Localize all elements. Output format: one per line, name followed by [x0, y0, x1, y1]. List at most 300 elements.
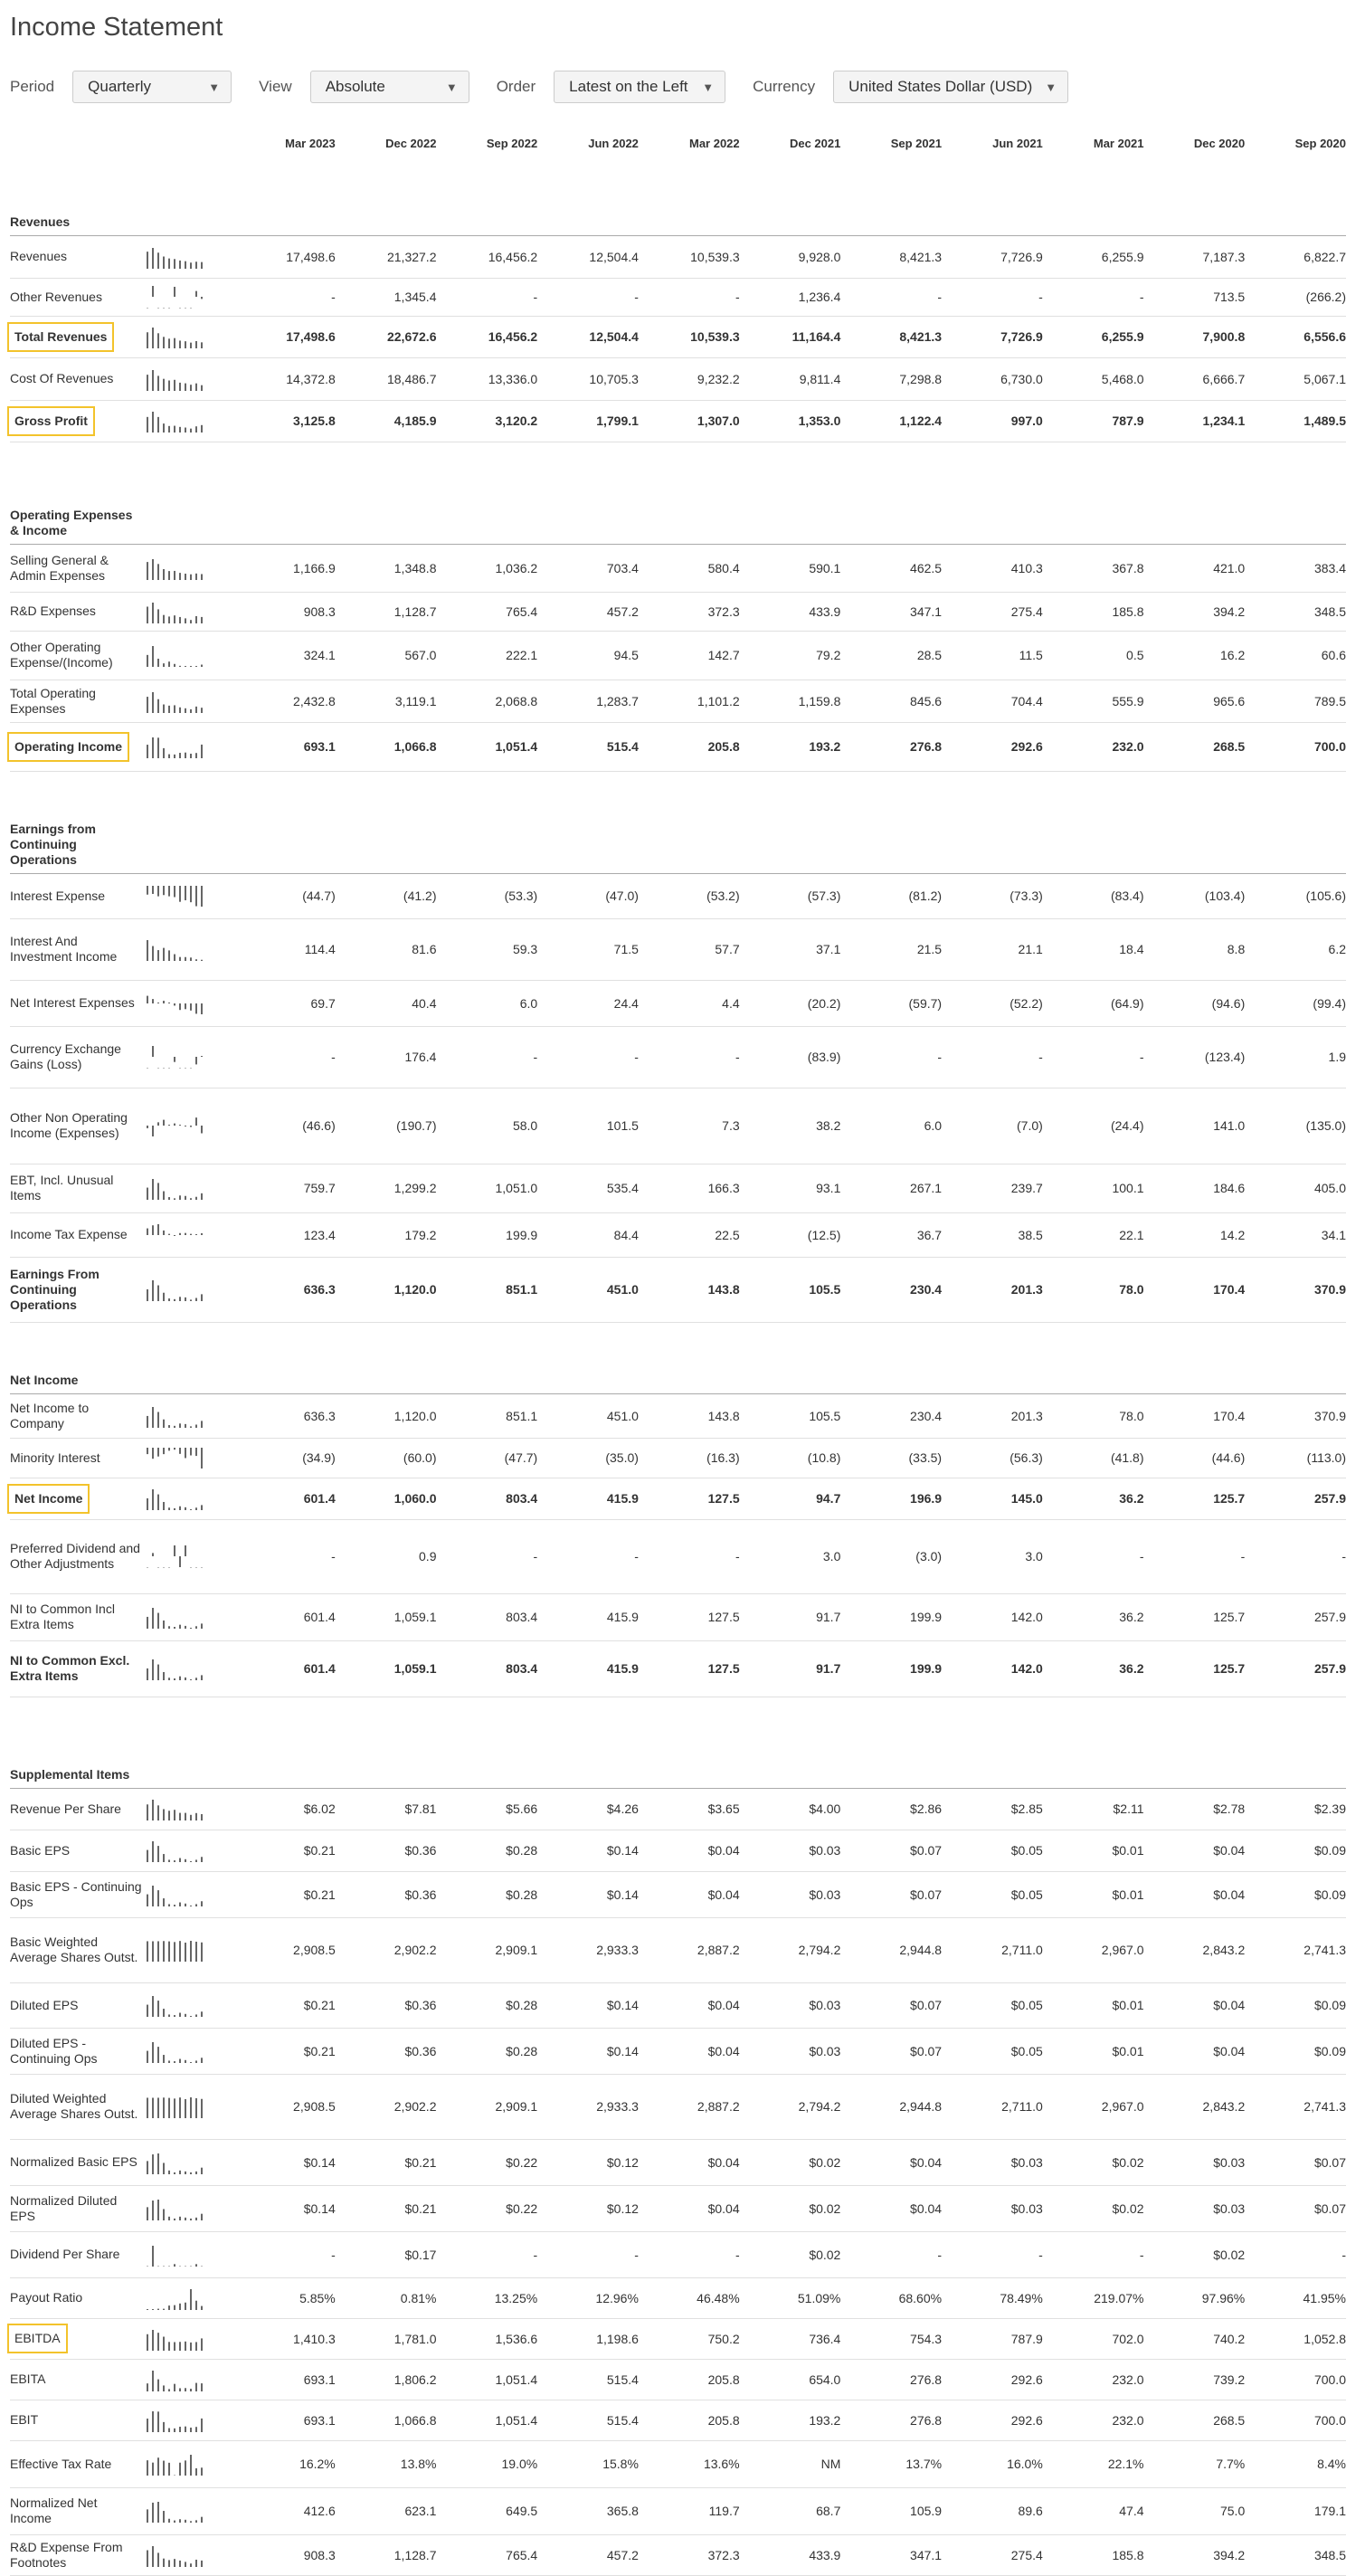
- spark-bar: [163, 2308, 165, 2309]
- spark-bar: [168, 1567, 170, 1568]
- sparkline-cell[interactable]: [146, 400, 234, 442]
- table-row: [10, 1026, 1346, 1088]
- value-cell: 205.8: [639, 722, 740, 771]
- sparkline-cell[interactable]: [146, 1088, 234, 1164]
- value-cell: 4.4: [639, 980, 740, 1026]
- spark-bar: [174, 2172, 175, 2173]
- spark-bar: [190, 754, 192, 758]
- value-cell: 6.2: [1245, 918, 1346, 980]
- value-cell: 2,741.3: [1245, 2074, 1346, 2139]
- row-label-cell: [10, 278, 146, 316]
- value-cell: (12.5): [740, 1212, 841, 1257]
- value-cell: 127.5: [639, 1593, 740, 1640]
- sparkline: [146, 2095, 205, 2118]
- table-row: [10, 1982, 1346, 2028]
- spark-bar: [174, 1627, 175, 1629]
- sparkline-cell[interactable]: [146, 316, 234, 357]
- sparkline-cell[interactable]: [146, 2028, 234, 2074]
- spark-bar: [201, 2383, 203, 2391]
- sparkline-cell[interactable]: [146, 1257, 234, 1322]
- table-row: [10, 1212, 1346, 1257]
- spark-bar: [163, 1001, 165, 1003]
- spark-bar: [195, 2382, 197, 2391]
- sparkline-cell[interactable]: [146, 1438, 234, 1478]
- row-label: Basic Weighted Average Shares Outst.: [10, 1934, 138, 1964]
- value-cell: 601.4: [234, 1640, 336, 1697]
- value-cell: 7.7%: [1144, 2440, 1246, 2487]
- period-header[interactable]: Jun 2021: [992, 136, 1043, 150]
- value-cell: 143.8: [639, 1257, 740, 1322]
- table-row: [10, 278, 1346, 316]
- table-header: [10, 127, 1346, 159]
- value-cell: 199.9: [436, 1212, 537, 1257]
- spark-bar: [179, 616, 181, 623]
- value-cell: (53.2): [639, 873, 740, 918]
- value-cell: $0.02: [1144, 2231, 1246, 2277]
- value-cell: (24.4): [1043, 1088, 1144, 1164]
- section-title: Operating Expenses & Income: [10, 442, 146, 544]
- value-cell: $0.05: [942, 1871, 1043, 1917]
- spark-bar: [163, 663, 165, 667]
- spark-bar: [152, 2154, 154, 2174]
- spark-bar: [152, 999, 154, 1003]
- table-row: [10, 2400, 1346, 2440]
- spark-bar: [201, 1056, 203, 1057]
- spark-bar: [168, 1197, 170, 1200]
- spark-bar: [157, 308, 159, 309]
- spark-bar: [195, 2014, 197, 2017]
- sparkline-cell[interactable]: [146, 873, 234, 918]
- spark-bar: [185, 2388, 186, 2391]
- sparkline: [146, 1176, 205, 1200]
- value-cell: (44.6): [1144, 1438, 1246, 1478]
- sparkline-cell[interactable]: [146, 2231, 234, 2277]
- value-cell: 100.1: [1043, 1164, 1144, 1212]
- value-cell: 649.5: [436, 2487, 537, 2534]
- spark-bar: [157, 2047, 159, 2063]
- spark-bar: [185, 1859, 186, 1862]
- value-cell: 232.0: [1043, 722, 1144, 771]
- value-cell: (103.4): [1144, 873, 1246, 918]
- sparkline-cell[interactable]: [146, 2487, 234, 2534]
- sparkline: [146, 2368, 205, 2391]
- value-cell: -: [436, 1026, 537, 1088]
- sparkline-cell[interactable]: [146, 278, 234, 316]
- period-header[interactable]: Dec 2021: [789, 136, 841, 150]
- period-select[interactable]: [72, 71, 232, 103]
- spark-bar: [168, 1125, 170, 1126]
- section-title: Supplemental Items: [10, 1697, 146, 1788]
- value-cell: $5.66: [436, 1788, 537, 1830]
- table-row: [10, 2277, 1346, 2318]
- value-cell: 21,327.2: [336, 235, 437, 278]
- spark-bar: [163, 2421, 165, 2431]
- period-label: Period: [10, 78, 55, 95]
- value-cell: -: [537, 278, 639, 316]
- value-cell: $0.03: [740, 1830, 841, 1871]
- value-cell: 268.5: [1144, 722, 1246, 771]
- value-cell: 119.7: [639, 2487, 740, 2534]
- value-cell: 2,711.0: [942, 1917, 1043, 1982]
- sparkline-cell[interactable]: [146, 1026, 234, 1088]
- spark-bar: [163, 2511, 165, 2523]
- order-label: Order: [496, 78, 536, 95]
- section-title: Earnings from Continuing Operations: [10, 771, 146, 873]
- value-cell: $0.36: [336, 1871, 437, 1917]
- section-header-row: [10, 159, 1346, 235]
- spark-bar: [179, 1902, 181, 1906]
- value-cell: (47.0): [537, 873, 639, 918]
- period-header[interactable]: Sep 2022: [486, 136, 538, 150]
- sparkline-cell[interactable]: [146, 680, 234, 722]
- spark-bar: [168, 258, 170, 268]
- sparkline-cell[interactable]: [146, 592, 234, 631]
- period-select-value: Quarterly: [88, 78, 152, 95]
- spark-bar: [152, 2098, 154, 2118]
- period-header[interactable]: Sep 2021: [890, 136, 943, 150]
- row-label: Other Non Operating Income (Expenses): [10, 1110, 128, 1140]
- sparkline-cell[interactable]: [146, 1393, 234, 1438]
- row-label-cell: [10, 1026, 146, 1088]
- value-cell: $0.03: [1144, 2185, 1246, 2231]
- value-cell: 965.6: [1144, 680, 1246, 722]
- spark-bar: [201, 385, 203, 390]
- value-cell: $2.39: [1245, 1788, 1346, 1830]
- value-cell: 201.3: [942, 1393, 1043, 1438]
- spark-bar: [157, 1890, 159, 1906]
- value-cell: 193.2: [740, 2400, 841, 2440]
- sparkline-cell[interactable]: [146, 1593, 234, 1640]
- spark-bar: [157, 699, 159, 712]
- sparkline-cell[interactable]: [146, 2400, 234, 2440]
- row-label-cell: [10, 2028, 146, 2074]
- spark-bar: [147, 252, 148, 269]
- value-cell: $0.09: [1245, 1830, 1346, 1871]
- row-label-cell: [10, 1830, 146, 1871]
- value-cell: 276.8: [840, 722, 942, 771]
- value-cell: 17,498.6: [234, 235, 336, 278]
- spark-bar: [185, 753, 186, 758]
- value-cell: (7.0): [942, 1088, 1043, 1164]
- spark-bar: [152, 603, 154, 623]
- value-cell: 515.4: [537, 2359, 639, 2400]
- sparkline-cell[interactable]: [146, 1519, 234, 1593]
- sparkline-cell[interactable]: [146, 1788, 234, 1830]
- spark-bar: [174, 379, 175, 390]
- row-label-cell: [10, 1640, 146, 1697]
- spark-bar: [201, 2338, 203, 2351]
- sparkline-cell[interactable]: [146, 1640, 234, 1697]
- value-cell: 16.0%: [942, 2440, 1043, 2487]
- row-label-cell: [10, 2277, 146, 2318]
- value-cell: 57.7: [639, 918, 740, 980]
- value-cell: 1,489.5: [1245, 400, 1346, 442]
- value-cell: -: [1245, 2231, 1346, 2277]
- page-title: Income Statement: [10, 13, 223, 42]
- sparkline-cell[interactable]: [146, 918, 234, 980]
- value-cell: 2,068.8: [436, 680, 537, 722]
- value-cell: 1,120.0: [336, 1257, 437, 1322]
- sparkline-cell[interactable]: [146, 722, 234, 771]
- value-cell: (33.5): [840, 1438, 942, 1478]
- value-cell: $0.04: [639, 2185, 740, 2231]
- row-label-cell: [10, 1982, 146, 2028]
- row-label: NI to Common Incl Extra Items: [10, 1602, 115, 1631]
- period-header-row: [10, 127, 1346, 159]
- spark-bar: [185, 2341, 186, 2350]
- value-cell: 787.9: [1043, 400, 1144, 442]
- row-label-cell: [10, 1871, 146, 1917]
- view-select[interactable]: [310, 71, 469, 103]
- spark-bar: [152, 1280, 154, 1301]
- value-cell: 143.8: [639, 1393, 740, 1438]
- spark-bar: [201, 1448, 203, 1469]
- value-cell: 1,052.8: [1245, 2318, 1346, 2359]
- sparkline-cell[interactable]: [146, 544, 234, 592]
- value-cell: (113.0): [1245, 1438, 1346, 1478]
- sparkline: [146, 735, 205, 758]
- spark-bar: [179, 427, 181, 433]
- value-cell: $0.04: [639, 2028, 740, 2074]
- spark-bar: [190, 1426, 192, 1428]
- sparkline-cell[interactable]: [146, 357, 234, 400]
- value-cell: 740.2: [1144, 2318, 1246, 2359]
- row-label: Diluted EPS: [10, 1997, 79, 2012]
- period-header[interactable]: Sep 2020: [1294, 136, 1346, 150]
- row-label: Selling General & Admin Expenses: [10, 552, 109, 583]
- sparkline-cell[interactable]: [146, 2185, 234, 2231]
- sparkline-cell[interactable]: [146, 2318, 234, 2359]
- value-cell: 125.7: [1144, 1593, 1246, 1640]
- row-label-cell: [10, 1519, 146, 1593]
- row-label: Earnings From Continuing Operations: [10, 1266, 100, 1312]
- spark-bar: [152, 412, 154, 433]
- value-cell: 93.1: [740, 1164, 841, 1212]
- value-cell: $0.04: [840, 2185, 942, 2231]
- spark-bar: [174, 615, 175, 623]
- value-cell: 36.7: [840, 1212, 942, 1257]
- spark-bar: [157, 1412, 159, 1427]
- value-cell: -: [639, 1519, 740, 1593]
- period-header[interactable]: Mar 2022: [688, 136, 740, 150]
- value-cell: -: [639, 1026, 740, 1088]
- spark-bar: [147, 745, 148, 758]
- header-label-cell: [10, 127, 146, 159]
- sparkline: [146, 2197, 205, 2220]
- spark-bar: [185, 308, 186, 309]
- spark-bar: [163, 1192, 165, 1200]
- spark-bar: [201, 342, 203, 348]
- sparkline-cell[interactable]: [146, 1212, 234, 1257]
- spark-bar: [174, 1003, 175, 1005]
- value-cell: 636.3: [234, 1257, 336, 1322]
- value-cell: 739.2: [1144, 2359, 1246, 2400]
- spark-bar: [195, 2060, 197, 2063]
- period-header[interactable]: Jun 2022: [588, 136, 639, 150]
- spark-bar: [190, 343, 192, 348]
- spark-bar: [147, 1498, 148, 1510]
- value-cell: 754.3: [840, 2318, 942, 2359]
- spark-bar: [147, 1804, 148, 1820]
- spark-bar: [195, 666, 197, 667]
- row-label: Effective Tax Rate: [10, 2456, 112, 2471]
- spark-bar: [179, 2560, 181, 2566]
- sparkline: [146, 1605, 205, 1629]
- row-label-cell: [10, 2074, 146, 2139]
- row-label: Minority Interest: [10, 1450, 100, 1465]
- spark-bar: [168, 2342, 170, 2351]
- spark-bar: [157, 2097, 159, 2118]
- spark-bar: [179, 1507, 181, 1510]
- value-cell: 58.0: [436, 1088, 537, 1164]
- spark-bar: [195, 2264, 197, 2267]
- period-header[interactable]: Dec 2022: [385, 136, 437, 150]
- spark-bar: [174, 2475, 175, 2476]
- spark-bar: [152, 1489, 154, 1510]
- value-cell: $0.05: [942, 1982, 1043, 2028]
- sparkline-cell[interactable]: [146, 2139, 234, 2185]
- row-label: Interest Expense: [10, 888, 106, 903]
- value-cell: $0.21: [234, 1982, 336, 2028]
- spark-bar: [195, 1003, 197, 1013]
- sparkline-cell[interactable]: [146, 2277, 234, 2318]
- row-label: Income Tax Expense: [10, 1227, 128, 1241]
- value-cell: $0.07: [1245, 2185, 1346, 2231]
- value-cell: 10,539.3: [639, 316, 740, 357]
- value-cell: 1,051.4: [436, 2400, 537, 2440]
- spark-bar: [147, 1617, 148, 1629]
- value-cell: $2.86: [840, 1788, 942, 1830]
- spark-bar: [157, 609, 159, 623]
- value-cell: $2.78: [1144, 1788, 1246, 1830]
- order-select[interactable]: [554, 71, 725, 103]
- period-header[interactable]: Mar 2023: [285, 136, 336, 150]
- spark-bar: [152, 646, 154, 667]
- spark-bar: [179, 1556, 181, 1567]
- value-cell: 693.1: [234, 722, 336, 771]
- currency-select[interactable]: [833, 71, 1068, 103]
- sparkline-cell[interactable]: [146, 1478, 234, 1519]
- value-cell: $0.02: [740, 2185, 841, 2231]
- spark-bar: [163, 2385, 165, 2391]
- spark-bar: [174, 955, 175, 961]
- value-cell: 94.7: [740, 1478, 841, 1519]
- spark-bar: [157, 2502, 159, 2523]
- spark-bar: [147, 886, 148, 895]
- spark-bar: [168, 950, 170, 961]
- spark-bar: [195, 1298, 197, 1301]
- spark-bar: [147, 2097, 148, 2118]
- sparkline-cell[interactable]: [146, 2534, 234, 2575]
- value-cell: 6.0: [840, 1088, 942, 1164]
- sparkline-cell[interactable]: [146, 1164, 234, 1212]
- spark-bar: [190, 2521, 192, 2523]
- row-label: Total Revenues: [7, 322, 114, 352]
- spark-bar: [168, 1425, 170, 1428]
- spark-bar: [174, 1942, 175, 1962]
- value-cell: 22.1: [1043, 1212, 1144, 1257]
- value-cell: 16.2%: [234, 2440, 336, 2487]
- spark-bar: [190, 2266, 192, 2267]
- spark-bar: [185, 2520, 186, 2523]
- value-cell: 1,059.1: [336, 1593, 437, 1640]
- value-cell: 81.6: [336, 918, 437, 980]
- value-cell: 1,166.9: [234, 544, 336, 592]
- spark-bar: [147, 1567, 148, 1568]
- sparkline-cell[interactable]: [146, 1982, 234, 2028]
- row-label: Other Revenues: [10, 289, 102, 304]
- sparkline-cell[interactable]: [146, 2440, 234, 2487]
- spark-bar: [190, 1003, 192, 1011]
- value-cell: 15.8%: [537, 2440, 639, 2487]
- sparkline-cell[interactable]: [146, 631, 234, 680]
- spark-bar: [168, 2463, 170, 2476]
- spark-bar: [185, 574, 186, 580]
- row-label: Diluted Weighted Average Shares Outst.: [10, 2091, 138, 2121]
- sparkline: [146, 245, 205, 269]
- period-header[interactable]: Mar 2021: [1093, 136, 1144, 150]
- table-row: [10, 2318, 1346, 2359]
- spark-bar: [201, 2011, 203, 2017]
- spark-bar: [168, 426, 170, 433]
- row-label: EBITA: [10, 2372, 46, 2386]
- spark-bar: [157, 2001, 159, 2017]
- row-label-cell: [10, 1438, 146, 1478]
- value-cell: 4,185.9: [336, 400, 437, 442]
- period-header[interactable]: Dec 2020: [1193, 136, 1246, 150]
- spark-bar: [190, 429, 192, 433]
- spark-bar: [163, 1068, 165, 1069]
- spark-bar: [179, 753, 181, 758]
- table-row: [10, 722, 1346, 771]
- spark-bar: [185, 428, 186, 433]
- spark-bar: [168, 338, 170, 348]
- table-body: [10, 159, 1346, 2575]
- value-cell: 567.0: [336, 631, 437, 680]
- value-cell: $0.04: [639, 2139, 740, 2185]
- table-row: [10, 2440, 1346, 2487]
- value-cell: 6,255.9: [1043, 235, 1144, 278]
- value-cell: 69.7: [234, 980, 336, 1026]
- spark-bar: [185, 2302, 186, 2309]
- sparkline-cell[interactable]: [146, 235, 234, 278]
- sparkline-cell[interactable]: [146, 1830, 234, 1871]
- table-row: [10, 980, 1346, 1026]
- sparkline-cell[interactable]: [146, 980, 234, 1026]
- value-cell: 101.5: [537, 1088, 639, 1164]
- value-cell: 1,781.0: [336, 2318, 437, 2359]
- value-cell: 2,887.2: [639, 1917, 740, 1982]
- sparkline-cell[interactable]: [146, 1917, 234, 1982]
- spark-bar: [163, 308, 165, 309]
- value-cell: $2.85: [942, 1788, 1043, 1830]
- spark-bar: [185, 708, 186, 712]
- spark-bar: [195, 1057, 197, 1064]
- row-label: Net Income: [7, 1484, 90, 1514]
- sparkline-cell[interactable]: [146, 2359, 234, 2400]
- spark-bar: [174, 2218, 175, 2220]
- sparkline-cell[interactable]: [146, 2074, 234, 2139]
- value-cell: 16,456.2: [436, 235, 537, 278]
- value-cell: 105.5: [740, 1257, 841, 1322]
- sparkline-cell[interactable]: [146, 1871, 234, 1917]
- value-cell: $0.21: [336, 2185, 437, 2231]
- spark-bar: [201, 1421, 203, 1428]
- value-cell: $0.07: [840, 1830, 942, 1871]
- sparkline: [146, 1045, 205, 1069]
- row-label: Operating Income: [7, 732, 129, 762]
- value-cell: 765.4: [436, 2534, 537, 2575]
